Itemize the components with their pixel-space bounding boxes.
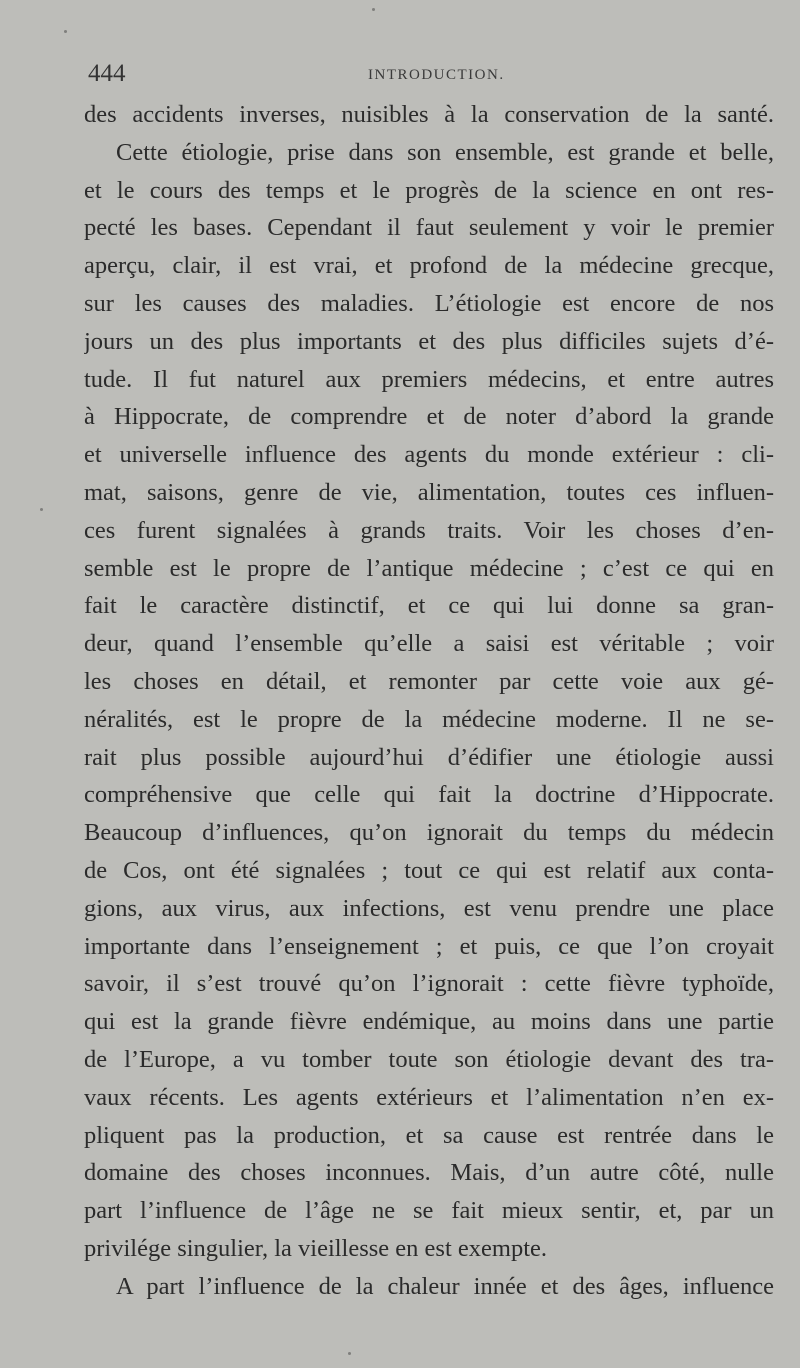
text-line: et universelle influence des agents du monde extérieur : cli- [84,441,774,469]
text-line: de l’Europe, a vu tomber toute son étiologie devant des tra- [84,1045,774,1073]
text-line: compréhensive que celle qui fait la doctrine d’Hippocrate. [84,781,774,809]
text-line: vaux récents. Les agents extérieurs et l’alimentation n’en ex- [84,1083,774,1111]
text-line: sur les causes des maladies. L’étiologie est encore de nos [84,289,774,317]
page-number: 444 [88,60,126,87]
text-line: Beaucoup d’influences, qu’on ignorait du temps du médecin [84,819,774,847]
text-line: et le cours des temps et le progrès de la science en ont res- [84,176,774,204]
text-line: gions, aux virus, aux infections, est venu prendre une place [84,894,774,922]
text-line: pecté les bases. Cependant il faut seulement y voir le premier [84,214,774,242]
paper-speck [348,1352,351,1355]
running-title: INTRODUCTION. [368,67,505,83]
paper-speck [372,8,375,11]
text-line: part l’influence de l’âge ne se fait mieux sentir, et, par un [84,1197,774,1225]
text-line: pliquent pas la production, et sa cause est rentrée dans le [84,1121,774,1149]
text-line: qui est la grande fièvre endémique, au moins dans une partie [84,1008,774,1036]
text-line: jours un des plus importants et des plus difficiles sujets d’é- [84,327,774,355]
text-line: mat, saisons, genre de vie, alimentation, toutes ces influen- [84,478,774,506]
text-line: fait le caractère distinctif, et ce qui lui donne sa gran- [84,592,774,620]
text-line: savoir, il s’est trouvé qu’on l’ignorait : cette fièvre typhoïde, [84,970,774,998]
text-line: aperçu, clair, il est vrai, et profond de la médecine grecque, [84,252,774,280]
text-line: des accidents inverses, nuisibles à la conservation de la santé. [84,101,774,128]
text-line: néralités, est le propre de la médecine moderne. Il ne se- [84,705,774,733]
text-line: de Cos, ont été signalées ; tout ce qui est relatif aux conta- [84,856,774,884]
text-line: deur, quand l’ensemble qu’elle a saisi est véritable ; voir [84,630,774,658]
text-line: importante dans l’enseignement ; et puis, ce que l’on croyait [84,932,774,960]
text-line: privilége singulier, la vieillesse en est exempte. [84,1234,548,1262]
text-line: A part l’influence de la chaleur innée et des âges, influence [116,1272,774,1300]
text-line: les choses en détail, et remonter par cette voie aux gé- [84,667,774,695]
body-text [84,96,774,1306]
text-line: ces furent signalées à grands traits. Voir les choses d’en- [84,516,774,544]
text-line: rait plus possible aujourd’hui d’édifier une étiologie aussi [84,743,774,771]
text-line: Cette étiologie, prise dans son ensemble, est grande et belle, [116,138,774,166]
text-line: tude. Il fut naturel aux premiers médecins, et entre autres [84,365,774,393]
text-line: à Hippocrate, de comprendre et de noter d’abord la grande [84,403,774,431]
paper-speck [40,508,43,511]
text-line: domaine des choses inconnues. Mais, d’un autre côté, nulle [84,1159,774,1187]
paper-speck [64,30,67,33]
page-header [88,56,768,92]
text-line: semble est le propre de l’antique médecine ; c’est ce qui en [84,554,774,582]
